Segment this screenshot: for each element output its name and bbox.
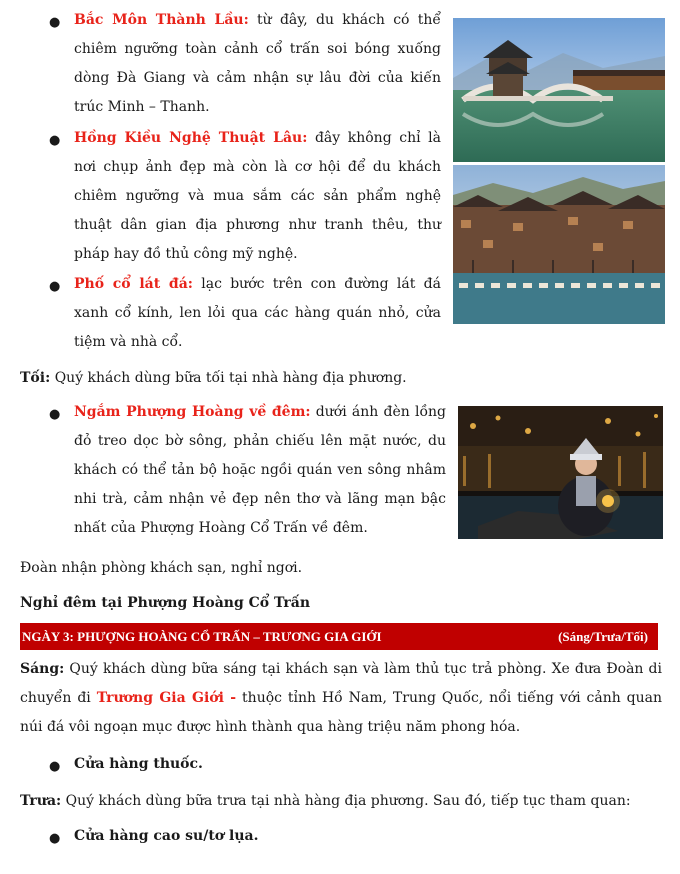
noon-text: Quý khách dùng bữa trưa tại nhà hàng địa phương. Sau đó, tiếp tục tham quan: [61, 793, 631, 809]
day3-banner [20, 623, 658, 650]
noon-paragraph [20, 787, 660, 816]
photo-stilt-houses-river [453, 165, 665, 324]
bullet-dot: ● [49, 133, 61, 148]
morning-paragraph [20, 655, 662, 742]
bullet-text: dưới ánh đèn lồng đỏ treo dọc bờ sông, phản chiếu lên mặt nước, du khách có thể tản bộ hoặc ngồi quán ven sông nhâm nhi trà, cảm nhận vẻ đẹp nên thơ và lãng mạn bậc nhất của Phượng Hoàng Cổ Trấn về đêm. [74, 404, 446, 536]
shop-medicine: Cửa hàng thuốc. [74, 756, 203, 772]
evening-label: Tối: [20, 370, 51, 386]
bullet-text: đây không chỉ là nơi chụp ảnh đẹp mà còn là cơ hội để du khách chiêm ngưỡng và mua sắm các sản phẩm nghệ thuật dân gian địa phương như tranh thêu, thư pháp hay đồ thủ công mỹ nghệ. [74, 130, 441, 262]
day3-title: NGÀY 3: PHƯỢNG HOÀNG CỔ TRẤN – TRƯƠNG GIA GIỚI [22, 629, 382, 644]
bullet-title: Ngắm Phượng Hoàng về đêm: [74, 404, 311, 420]
bullet-hong-kieu [74, 124, 441, 269]
bullet-dot: ● [49, 279, 61, 294]
bullet-dot: ● [49, 407, 61, 422]
morning-label: Sáng: [20, 661, 65, 677]
bullet-title: Phố cổ lát đá: [74, 276, 193, 292]
bullet-dot: ● [49, 15, 61, 30]
evening-text: Quý khách dùng bữa tối tại nhà hàng địa phương. [50, 370, 407, 386]
noon-label: Trưa: [20, 793, 62, 809]
evening-paragraph [20, 364, 660, 393]
overnight-heading: Nghỉ đêm tại Phượng Hoàng Cổ Trấn [20, 595, 310, 611]
morning-text-1: Quý khách dùng bữa sáng tại khách sạn và làm thủ tục trả phòng. Xe đưa Đoàn di chuyển đi [20, 661, 662, 706]
morning-highlight: Trương Gia Giới - [96, 690, 237, 706]
day3-meals: (Sáng/Trưa/Tối) [558, 629, 648, 644]
bullet-dot: ● [49, 759, 61, 774]
bullet-bac-mon [74, 6, 441, 122]
bullet-text: lạc bước trên con đường lát đá xanh cổ kính, len lỏi qua các hàng quán nhỏ, cửa tiệm và nhà cổ. [74, 276, 441, 350]
photo-night-woman-lantern [458, 406, 663, 539]
bullet-dot: ● [49, 831, 61, 846]
bullet-title: Hồng Kiều Nghệ Thuật Lâu: [74, 130, 308, 146]
bullet-title: Bắc Môn Thành Lầu: [74, 12, 249, 28]
bullet-night-view [74, 398, 446, 543]
bullet-pho-co [74, 270, 441, 357]
bullet-text: từ đây, du khách có thể chiêm ngưỡng toàn cảnh cổ trấn soi bóng xuống dòng Đà Giang và cảm nhận sự lâu đời của kiến trúc Minh – Thanh. [74, 12, 441, 115]
morning-text-2: thuộc tỉnh Hồ Nam, Trung Quốc, nổi tiếng với cảnh quan núi đá vôi ngoạn mục được hình thành qua hàng triệu năm phong hóa. [20, 690, 663, 735]
shop-rubber-silk: Cửa hàng cao su/tơ lụa. [74, 828, 259, 844]
checkin-paragraph: Đoàn nhận phòng khách sạn, nghỉ ngơi. [20, 560, 303, 576]
photo-bac-mon-bridge [453, 18, 665, 162]
